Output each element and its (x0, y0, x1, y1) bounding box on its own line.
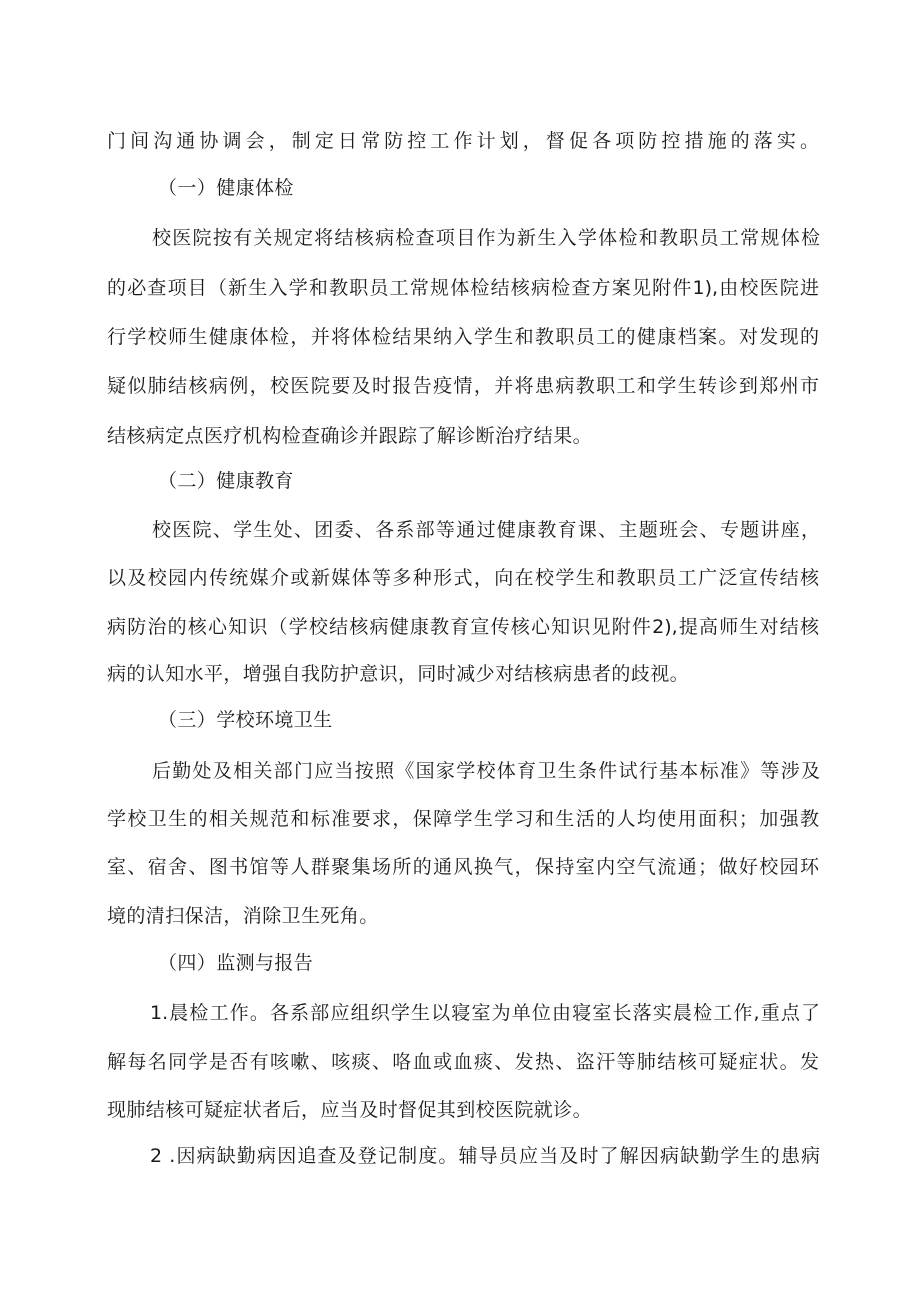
text-line: 校医院、学生处、团委、各系部等通过健康教育课、主题班会、专题讲座， (152, 519, 820, 541)
text-line: 病防治的核心知识（学校结核病健康教育宣传核心知识见附件2),提高师生对结核 (107, 616, 819, 638)
text-line: 解每名同学是否有咳嗽、咳痰、咯血或血痰、发热、盗汗等肺结核可疑症状。发 (107, 1051, 819, 1073)
section-heading-health-education: （二）健康教育 (158, 470, 294, 492)
text-line: 结核病定点医疗机构检查确诊并跟踪了解诊断治疗结果。 (107, 425, 593, 447)
section-heading-environment-hygiene: （三）学校环境卫生 (158, 709, 333, 731)
text-line: 境的清扫保洁，消除卫生死角。 (107, 905, 379, 927)
text-line: 室、宿舍、图书馆等人群聚集场所的通风换气，保持室内空气流通；做好校园环 (107, 856, 819, 878)
section-heading-health-checkup: （一）健康体检 (158, 177, 294, 199)
text-line: 校医院按有关规定将结核病检查项目作为新生入学体检和教职员工常规体检 (152, 227, 820, 249)
text-line: 现肺结核可疑症状者后，应当及时督促其到校医院就诊。 (107, 1099, 593, 1121)
text-line: 疑似肺结核病例，校医院要及时报告疫情，并将患病教职工和学生转诊到郑州市 (107, 375, 819, 397)
text-line: 门间沟通协调会，制定日常防控工作计划，督促各项防控措施的落实。 (107, 130, 819, 152)
text-line: 病的认知水平，增强自我防护意识，同时减少对结核病患者的歧视。 (107, 663, 690, 685)
text-line: 以及校园内传统媒介或新媒体等多种形式，向在校学生和教职员工广泛宣传结核 (107, 567, 819, 589)
text-line: 行学校师生健康体检，并将体检结果纳入学生和教职员工的健康档案。对发现的 (107, 326, 819, 348)
text-line: 2 .因病缺勤病因追查及登记制度。辅导员应当及时了解因病缺勤学生的患病 (150, 1145, 820, 1167)
section-heading-monitoring-report: （四）监测与报告 (158, 952, 314, 974)
text-line: 的必查项目（新生入学和教职员工常规体检结核病检查方案见附件1),由校医院进 (107, 277, 819, 299)
text-line: 学校卫生的相关规范和标准要求，保障学生学习和生活的人均使用面积；加强教 (107, 808, 819, 830)
text-line: 1.晨检工作。各系部应组织学生以寝室为单位由寝室长落实晨检工作,重点了 (150, 1002, 820, 1024)
text-line: 后勤处及相关部门应当按照《国家学校体育卫生条件试行基本标准》等涉及 (152, 760, 820, 782)
